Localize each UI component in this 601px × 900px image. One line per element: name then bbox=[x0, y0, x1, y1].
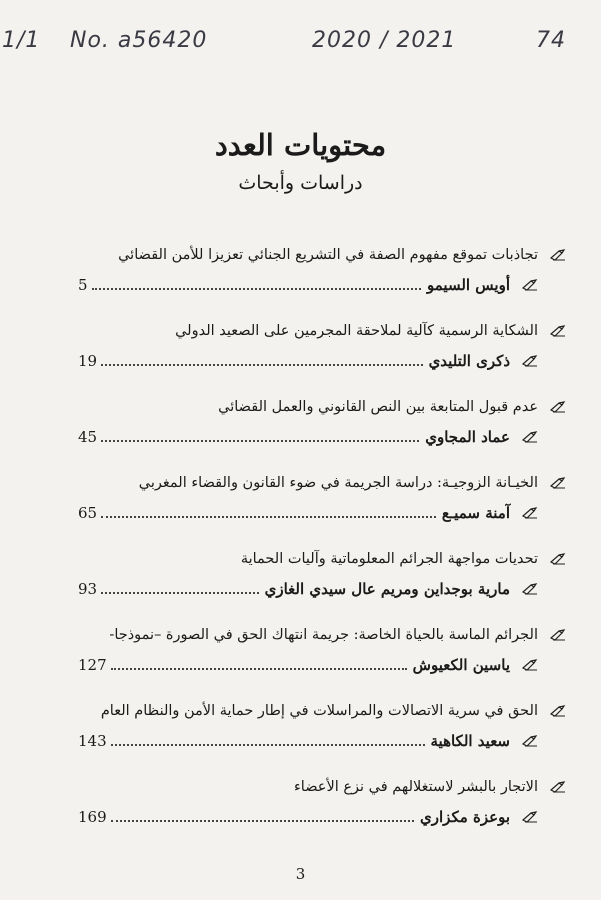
toc-entry-author-row bbox=[78, 726, 538, 756]
toc-entry-author-row bbox=[78, 802, 538, 832]
pen-hand-icon bbox=[550, 705, 566, 717]
toc-entry bbox=[78, 696, 566, 772]
handwritten-library-ref: 1/1 bbox=[2, 28, 41, 53]
article-page-number: 5 bbox=[78, 276, 88, 294]
toc-entry-title-row bbox=[78, 240, 566, 270]
pen-hand-icon bbox=[550, 325, 566, 337]
handwritten-inventory-number: No. a56420 bbox=[70, 28, 208, 53]
leader-dots bbox=[92, 288, 421, 290]
leader-dots bbox=[101, 516, 436, 518]
page-title: محتويات العدد bbox=[214, 128, 387, 162]
toc-entry-title-row bbox=[78, 544, 566, 574]
leader-dots bbox=[101, 364, 422, 366]
pen-hand-icon bbox=[550, 249, 566, 261]
toc-entry bbox=[78, 544, 566, 620]
article-title: الخيـانة الزوجيـة: دراسة الجريمة في ضوء القانون والقضاء المغربي bbox=[138, 475, 538, 491]
page-number: 3 bbox=[295, 865, 306, 883]
pen-hand-icon bbox=[522, 735, 538, 747]
article-author: أويس السيمو bbox=[427, 276, 510, 294]
handwritten-year-range: 2020 / 2021 bbox=[312, 28, 457, 53]
table-of-contents bbox=[78, 240, 566, 848]
article-title: الاتجار بالبشر لاستغلالهم في نزع الأعضاء bbox=[293, 779, 538, 795]
pen-hand-icon bbox=[550, 477, 566, 489]
pen-hand-icon bbox=[522, 431, 538, 443]
article-author: ذكرى التليدي bbox=[428, 352, 510, 370]
section-subtitle: دراسات وأبحاث bbox=[238, 172, 363, 194]
article-title: تجاذبات تموقع مفهوم الصفة في التشريع الجنائي تعزيزا للأمن القضائي bbox=[118, 247, 538, 263]
article-title: تحديات مواجهة الجرائم المعلوماتية وآليات الحماية bbox=[240, 551, 538, 567]
leader-dots bbox=[101, 592, 259, 594]
article-page-number: 19 bbox=[78, 352, 98, 370]
article-page-number: 143 bbox=[78, 732, 107, 750]
article-author: آمنة سميـع bbox=[441, 504, 510, 522]
toc-entry bbox=[78, 392, 566, 468]
toc-entry-title-row bbox=[78, 392, 566, 422]
leader-dots bbox=[111, 668, 407, 670]
leader-dots bbox=[111, 744, 425, 746]
article-author: بوعزة مكزاري bbox=[420, 808, 510, 826]
toc-entry bbox=[78, 772, 566, 848]
toc-entry-author-row bbox=[78, 574, 538, 604]
toc-entry-author-row bbox=[78, 498, 538, 528]
article-page-number: 45 bbox=[78, 428, 98, 446]
pen-hand-icon bbox=[550, 781, 566, 793]
article-author: ياسين الكعيوش bbox=[412, 656, 510, 674]
pen-hand-icon bbox=[522, 811, 538, 823]
toc-entry bbox=[78, 316, 566, 392]
toc-entry-author-row bbox=[78, 650, 538, 680]
article-author: عماد المجاوي bbox=[425, 428, 510, 446]
article-page-number: 93 bbox=[78, 580, 98, 598]
pen-hand-icon bbox=[522, 507, 538, 519]
article-title: الشكاية الرسمية كآلية لملاحقة المجرمين على الصعيد الدولي bbox=[175, 323, 538, 339]
toc-entry-author-row bbox=[78, 346, 538, 376]
toc-entry-title-row bbox=[78, 772, 566, 802]
toc-entry bbox=[78, 240, 566, 316]
article-page-number: 169 bbox=[78, 808, 107, 826]
pen-hand-icon bbox=[550, 401, 566, 413]
handwritten-annotations bbox=[0, 10, 601, 60]
article-page-number: 127 bbox=[78, 656, 107, 674]
article-page-number: 65 bbox=[78, 504, 98, 522]
toc-entry bbox=[78, 620, 566, 696]
handwritten-issue-number: 74 bbox=[536, 28, 566, 53]
pen-hand-icon bbox=[550, 553, 566, 565]
toc-entry-author-row bbox=[78, 422, 538, 452]
toc-entry bbox=[78, 468, 566, 544]
article-title: عدم قبول المتابعة بين النص القانوني والعمل القضائي bbox=[218, 399, 538, 415]
article-title: الحق في سرية الاتصالات والمراسلات في إطار حماية الأمن والنظام العام bbox=[100, 703, 538, 719]
toc-entry-title-row bbox=[78, 696, 566, 726]
article-author: مارية بوجداين ومريم عال سيدي الغازي bbox=[264, 580, 510, 598]
toc-entry-title-row bbox=[78, 620, 566, 650]
article-author: سعيد الكاهية bbox=[430, 732, 510, 750]
toc-entry-title-row bbox=[78, 316, 566, 346]
leader-dots bbox=[101, 440, 419, 442]
leader-dots bbox=[111, 820, 414, 822]
toc-entry-title-row bbox=[78, 468, 566, 498]
pen-hand-icon bbox=[550, 629, 566, 641]
article-title: الجرائم الماسة بالحياة الخاصة: جريمة انتهاك الحق في الصورة –نموذجا- bbox=[109, 627, 538, 643]
pen-hand-icon bbox=[522, 279, 538, 291]
pen-hand-icon bbox=[522, 583, 538, 595]
pen-hand-icon bbox=[522, 355, 538, 367]
pen-hand-icon bbox=[522, 659, 538, 671]
toc-entry-author-row bbox=[78, 270, 538, 300]
